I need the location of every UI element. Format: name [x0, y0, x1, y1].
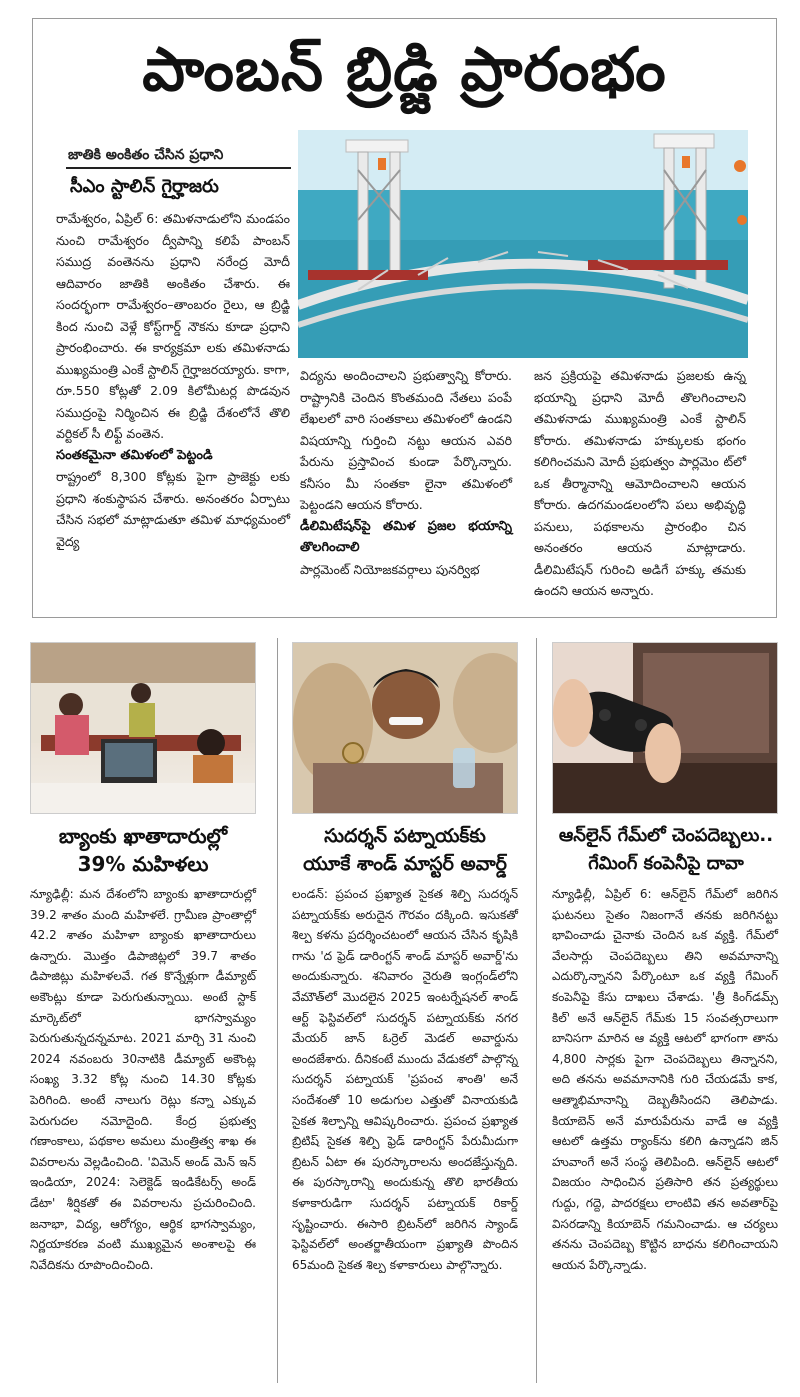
subhead: సీఎం స్టాలిన్ గైర్హాజరు [70, 176, 219, 197]
column-1-subhead: సంతకమైనా తమిళంలో పెట్టండి [56, 447, 213, 463]
bank-illustration [31, 643, 256, 814]
column-divider-2 [536, 638, 537, 1383]
sand-article: లండన్: ప్రపంచ ప్రఖ్యాత సైకత శిల్పి సుదర్శన్ పట్నాయక్‌కు అరుదైన గౌరవం దక్కింది. ఇసుకతో శిల్ప కళను ప్రదర్శించటంలో ఆయన చేసిన కృషికి గాను 'ద ఫ్రెడ్ డారింగ్టన్ శాండ్ మాస్టర్ అవార్డ్'ను అందుకున్నారు. శనివారం నైరుతి ఇంగ్లండ్‌లోని వేమౌత్‌లో మొదలైన 2025 ఇంటర్నేషనల్ శాండ్ ఆర్ట్ ఫెస్టివల్‌లో సుదర్శన్ పట్నాయక్‌కు నగర మేయర్ జాన్ ఓర్రెల్ మెడల్ అవార్డును అందజేశారు. దీనికంటే ముందు వేడుకలో పాల్గొన్న సుదర్శన్ పట్నాయక్ 'ప్రపంచ శాంతి' అనే సందేశంతో 10 అడుగుల ఎత్తుతో వినాయకుడి సైకత శిల్పాన్ని ఆవిష్కరించారు. ప్రపంచ ప్రఖ్యాత బ్రిటిష్ సైకత శిల్పి ఫ్రెడ్ డారింగ్టన్ పేరుమీదుగా బ్రిటన్ ఏటా ఈ పురస్కారాలను అందజేస్తున్నది. ఈ పురస్కారాన్ని అందుకున్న తొలి భారతీయ కళాకారుడిగా సుదర్శన్ పట్నాయక్ రికార్డ్ సృష్టించారు. ఈసారి బ్రిటన్‌లో జరిగిన స్యాండ్ ఫెస్టివల్‌లో అంతర్జాతీయంగా ప్రఖ్యాతి పొందిన 65మంది సైకత శిల్ప కళాకారులు పాల్గొన్నారు. [292, 887, 518, 1272]
sand-artist-illustration [293, 643, 518, 814]
sand-headline-line-1: సుదర్శన్ పట్నాయక్‌కు [324, 825, 486, 847]
main-headline: పాంబన్ బ్రిడ్జి ప్రారంభం [142, 35, 667, 105]
gaming-headline-line-1: ఆన్‌లైన్ గేమ్‌లో చెంపదెబ్బలు.. [558, 825, 774, 846]
bank-headline-line-1: బ్యాంకు ఖాతాదారుల్లో [58, 824, 228, 848]
column-2-paragraph-2: పార్లమెంట్ నియోజకవర్గాలు పునర్విభ [300, 561, 480, 577]
bridge-photo [298, 130, 748, 358]
gaming-headline-line-2: గేమింగ్ కంపెనీపై దావా [588, 853, 744, 874]
kicker: జాతికి అంకితం చేసిన ప్రధాని [68, 147, 224, 163]
column-2-subhead: డీలిమిటేషన్‌పై తమిళ ప్రజల భయాన్ని తొలగించాలి [300, 518, 512, 555]
sand-headline [290, 822, 520, 878]
bank-headline-line-2: 39% మహిళలు [77, 852, 209, 876]
bank-photo [30, 642, 256, 814]
gaming-photo [552, 642, 778, 814]
top-story-column-1 [56, 208, 290, 552]
column-1-paragraph-2: రాష్ట్రంలో 8,300 కోట్లకు పైగా ప్రాజెక్టు లకు ప్రధాని శంకుస్థాపన చేశారు. అనంతరం ఏర్పాటు చేసిన సభలో మాట్లాడుతూ తమిళ మాధ్యమంలో వైద్య [56, 469, 290, 549]
bank-headline [30, 822, 256, 878]
gaming-headline [548, 822, 784, 878]
top-story-column-3 [534, 365, 746, 602]
sand-artist-photo [292, 642, 518, 814]
bridge-illustration [298, 130, 748, 358]
top-story-column-2 [300, 365, 512, 580]
kicker-rule [66, 167, 291, 169]
gaming-illustration [553, 643, 778, 814]
column-1-paragraph-1: రామేశ్వరం, ఏప్రిల్ 6: తమిళనాడులోని మండపం నుంచి రామేశ్వరం ద్వీపాన్ని కలిపే పాంబన్ సముద్ర వంతెనను ప్రధాని నరేంద్ర మోదీ ఆదివారం జాతికి అంకితం చేశారు. ఈ సందర్భంగా రామేశ్వరం–తాంబరం రైలు, ఆ బ్రిడ్జి కింద నుంచి వెళ్లే కోస్ట్‌గార్డ్ నౌకను కూడా ప్రధాని ప్రారంభించారు. ఈ కార్యక్రమా లకు తమిళనాడు ముఖ్యమంత్రి ఎంకే స్టాలిన్ గైర్హాజరయ్యారు. కాగా, రూ.550 కోట్లతో 2.09 కిలోమీటర్ల పొడవున సముద్రంపై నిర్మించిన ఈ బ్రిడ్జి దేశంలోనే తొలి వర్టికల్ సీ లిఫ్ట్ వంతెన. [56, 211, 290, 441]
column-divider-1 [277, 638, 278, 1383]
column-2-paragraph-1: విద్యను అందించాలని ప్రభుత్వాన్ని కోరారు. రాష్ట్రానికి చెందిన కొంతమంది నేతలు పంపే లేఖలలో వారి సంతకాలు తమిళంలో ఉండని విషయాన్ని గుర్తించి నట్టు ఆయన ఎవరి పేరును ప్రస్తావించ కుండా పేర్కొన్నారు. కనీసం మీ సంతకా లైనా తమిళంలో పెట్టండని ఆయన కోరారు. [300, 368, 512, 512]
bank-article: న్యూఢిల్లీ: మన దేశంలోని బ్యాంకు ఖాతాదారుల్లో 39.2 శాతం మంది మహిళలే. గ్రామీణ ప్రాంతాల్లో 42.2 శాతం మహిళా బ్యాంకు ఖాతాదారులు ఉన్నారు. మొత్తం డిపాజిట్లలో 39.7 శాతం డిపాజిట్లు మహిళలవే. గత కొన్నేళ్లుగా డీమ్యాట్ అకౌంట్లు కూడా పెరుగుతున్నాయి. అంటే స్టాక్ మార్కెట్‌లో భాగస్వామ్యం పెరుగుతున్నదన్నమాట. 2021 మార్చి 31 నుంచి 2024 నవంబరు 30నాటికి డీమ్యాట్ అకౌంట్ల సంఖ్య 3.32 కోట్ల నుంచి 14.30 కోట్లకు పెరిగింది. అంటే నాలుగు రెట్లు కన్నా ఎక్కువ పెరుగుదల నమోదైంది. కేంద్ర ప్రభుత్వ గణాంకాలు, పథకాల అమలు మంత్రిత్వ శాఖ ఈ వివరాలను వెల్లడించింది. 'విమెన్ అండ్ మెన్ ఇన్ ఇండియా, 2024: సెలెక్టెడ్ ఇండికేటర్స్ అండ్ డేటా' శీర్షికతో ఈ వివరాలను ప్రచురించింది. జనాభా, విద్య, ఆరోగ్యం, ఆర్థిక భాగస్వామ్యం, నిర్ణయాకరణ వంటి ముఖ్యమైన అంశాలపై ఈ నివేదికను రూపొందించింది. [30, 887, 256, 1272]
column-3-paragraph-1: జన ప్రక్రియపై తమిళనాడు ప్రజలకు ఉన్న భయాన్ని ప్రధాని మోదీ తొలగించాలని తమిళనాడు ముఖ్యమంత్రి ఎంకే స్టాలిన్ కోరారు. తమిళనాడు హక్కులకు భంగం కలిగించమని మోదీ ప్రభుత్వం పార్లమెం ట్‌లో ఒక తీర్మానాన్ని ఆమోదించాలని ఆయన కోరారు. ఉదగమండలంలోని పలు అభివృద్ధి పనులు, పథకాలను ప్రారంభిం చిన అనంతరం ఆయన మాట్లాడారు. డీలిమిటేషన్ గురించి అడిగే హక్కు తమకు ఉందని ఆయన అన్నారు. [534, 368, 746, 598]
sand-headline-line-2: యూకే శాండ్ మాస్టర్ అవార్డ్ [303, 853, 507, 875]
gaming-article: న్యూఢిల్లీ, ఏప్రిల్ 6: ఆన్‌లైన్ గేమ్‌లో జరిగిన ఘటనలు సైతం నిజంగానే తనకు జరిగినట్టు భావించాడు చైనాకు చెందిన ఒక వ్యక్తి. గేమ్‌లో వేలసార్లు చెంపదెబ్బలు తిని అవమానాన్ని ఎదుర్కొన్నానని పేర్కొంటూ ఒక వ్యక్తి గేమింగ్ కంపెనీపై కేసు దాఖలు చేశాడు. 'త్రీ కింగ్‌డమ్స్ కిల్' అనే ఆన్‌లైన్ గేమ్‌కు 15 సంవత్సరాలుగా బానిసగా మారిన ఆ వ్యక్తి ఆటలో భాగంగా తాను 4,800 సార్లకు పైగా చెంపదెబ్బలు తిన్నానని, అది తనను అవమానానికి గురి చేయడమే కాక, ఆత్మాభిమానాన్ని దెబ్బతీసిందని తెలిపాడు. కియాబెన్ అనే మారుపేరును వాడే ఆ వ్యక్తి ఆటలో ఉత్తమ ర్యాంక్‌ను కలిగి ఉన్నాడని జిన్ హువాంగే అనే సంస్థ తెలిపింది. ఆన్‌లైన్ ఆటలో విజయం సాధించిన ప్రతిసారి తన ప్రత్యర్థులు గుద్దు, గద్దె, పాదరక్షలు లాంటివి తన అవతార్‌పై విసరడాన్ని కియాబెన్ గమనించాడు. ఆ చర్యలు తనను చెంపదెబ్బ కొట్టిన బాధను కలిగించాయని ఆయన పేర్కొన్నాడు. [552, 887, 778, 1272]
